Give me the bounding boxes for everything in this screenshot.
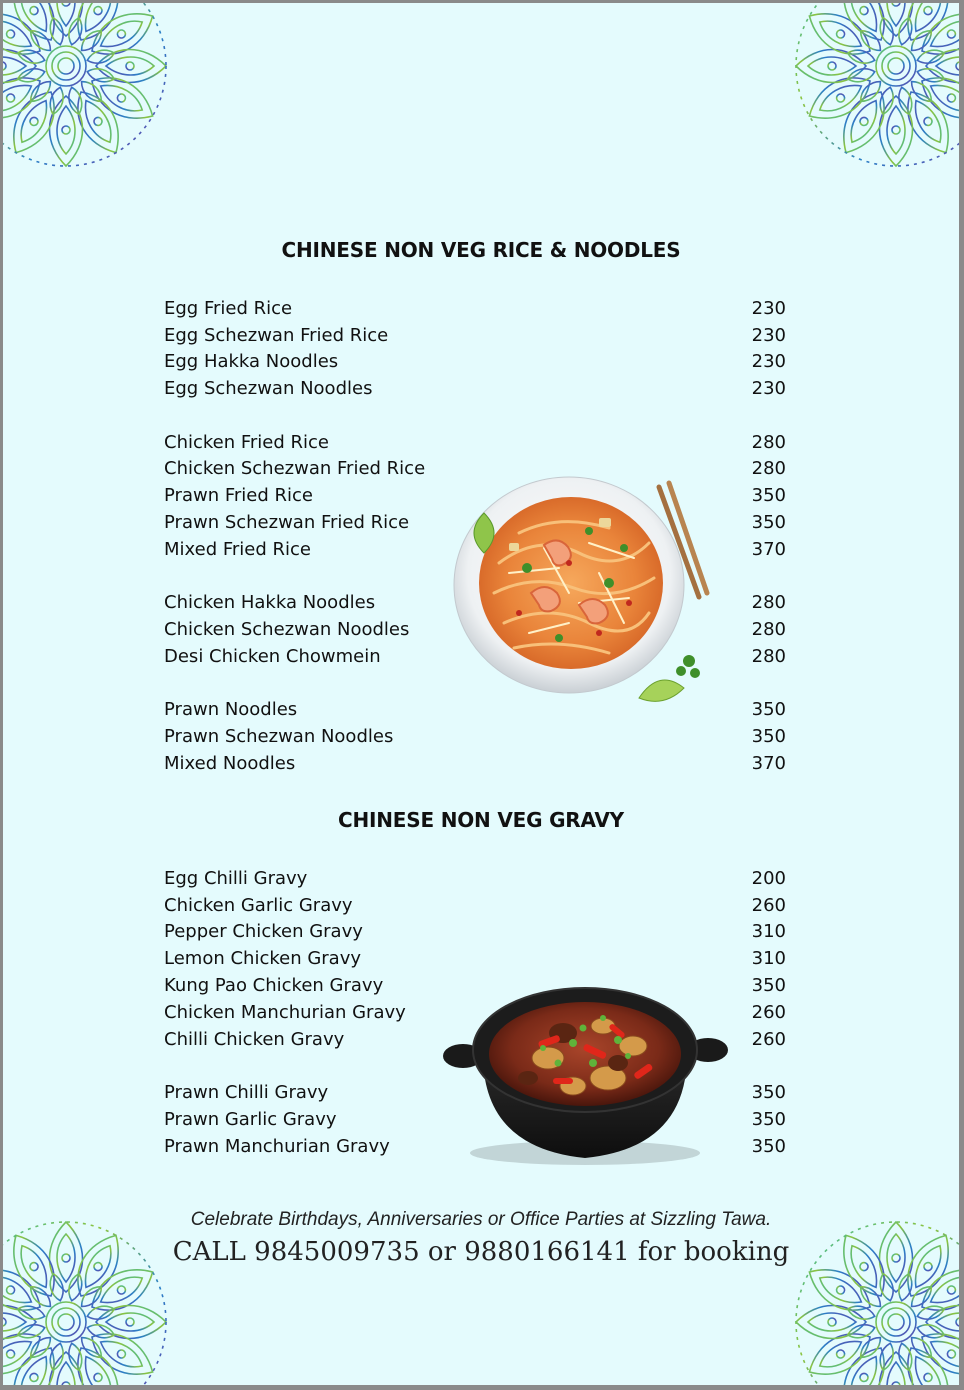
menu-item-price: 230 [751, 324, 786, 346]
menu-item-name: Egg Fried Rice [164, 297, 293, 319]
gravy-pot-image [443, 968, 728, 1168]
menu-item-price: 350 [751, 699, 786, 721]
menu-item [164, 919, 786, 946]
menu-item-price: 350 [751, 512, 786, 534]
menu-item-name: Mixed Noodles [164, 752, 296, 774]
menu-item-name: Prawn Schezwan Fried Rice [164, 512, 410, 534]
menu-item-name: Egg Chilli Gravy [164, 867, 308, 889]
menu-item-name: Kung Pao Chicken Gravy [164, 975, 384, 997]
menu-item-name: Chicken Hakka Noodles [164, 592, 376, 614]
menu-page [3, 3, 959, 1385]
menu-item-name: Egg Hakka Noodles [164, 351, 339, 373]
menu-item-price: 280 [751, 645, 786, 667]
menu-item-price: 370 [751, 538, 786, 560]
menu-item-price: 350 [751, 1082, 786, 1104]
menu-item-name: Chicken Garlic Gravy [164, 894, 353, 916]
section-title-gravy: CHINESE NON VEG GRAVY [338, 808, 624, 832]
noodles-plate-image [449, 473, 714, 718]
menu-item-price: 350 [751, 1135, 786, 1157]
menu-item-price: 280 [751, 592, 786, 614]
group-spacer [164, 402, 786, 429]
menu-item-name: Desi Chicken Chowmein [164, 645, 381, 667]
menu-item-name: Prawn Garlic Gravy [164, 1108, 337, 1130]
menu-item-name: Chicken Schezwan Noodles [164, 619, 410, 641]
menu-item-price: 350 [751, 726, 786, 748]
mandala-ornament-top-right [791, 3, 959, 171]
menu-item [164, 375, 786, 402]
menu-item-name: Prawn Schezwan Noodles [164, 726, 394, 748]
menu-item [164, 295, 786, 322]
menu-item-price: 200 [751, 867, 786, 889]
menu-item [164, 322, 786, 349]
menu-item-price: 230 [751, 351, 786, 373]
menu-item [164, 750, 786, 777]
menu-item-name: Lemon Chicken Gravy [164, 948, 362, 970]
menu-item [164, 892, 786, 919]
menu-item-name: Chilli Chicken Gravy [164, 1028, 345, 1050]
mandala-ornament-top-left [3, 3, 171, 171]
menu-item-name: Prawn Chilli Gravy [164, 1082, 329, 1104]
menu-item [164, 723, 786, 750]
menu-item-price: 280 [751, 458, 786, 480]
section-title-rice-noodles: CHINESE NON VEG RICE & NOODLES [281, 238, 681, 262]
menu-item-price: 350 [751, 1108, 786, 1130]
menu-item-price: 260 [751, 1001, 786, 1023]
menu-item-name: Prawn Fried Rice [164, 485, 313, 507]
menu-item-name: Egg Schezwan Fried Rice [164, 324, 389, 346]
menu-item-price: 370 [751, 752, 786, 774]
menu-item-name: Prawn Manchurian Gravy [164, 1135, 390, 1157]
menu-item-price: 260 [751, 894, 786, 916]
menu-item-name: Egg Schezwan Noodles [164, 378, 373, 400]
menu-item-price: 280 [751, 619, 786, 641]
menu-item-name: Chicken Fried Rice [164, 431, 330, 453]
footer-booking-phone: CALL 9845009735 or 9880166141 for booking [172, 1237, 790, 1267]
menu-item-price: 260 [751, 1028, 786, 1050]
menu-item-name: Chicken Manchurian Gravy [164, 1001, 406, 1023]
menu-item-price: 310 [751, 948, 786, 970]
menu-item-price: 230 [751, 297, 786, 319]
menu-item [164, 429, 786, 456]
footer-tagline: Celebrate Birthdays, Anniversaries or Office Parties at Sizzling Tawa. [190, 1209, 772, 1230]
menu-item-name: Pepper Chicken Gravy [164, 921, 363, 943]
menu-item-price: 350 [751, 975, 786, 997]
menu-item-price: 350 [751, 485, 786, 507]
menu-item-name: Chicken Schezwan Fried Rice [164, 458, 426, 480]
menu-item-price: 230 [751, 378, 786, 400]
menu-item [164, 865, 786, 892]
menu-item-price: 280 [751, 431, 786, 453]
menu-item-price: 310 [751, 921, 786, 943]
menu-item [164, 349, 786, 376]
menu-item-name: Prawn Noodles [164, 699, 298, 721]
menu-item-name: Mixed Fried Rice [164, 538, 311, 560]
